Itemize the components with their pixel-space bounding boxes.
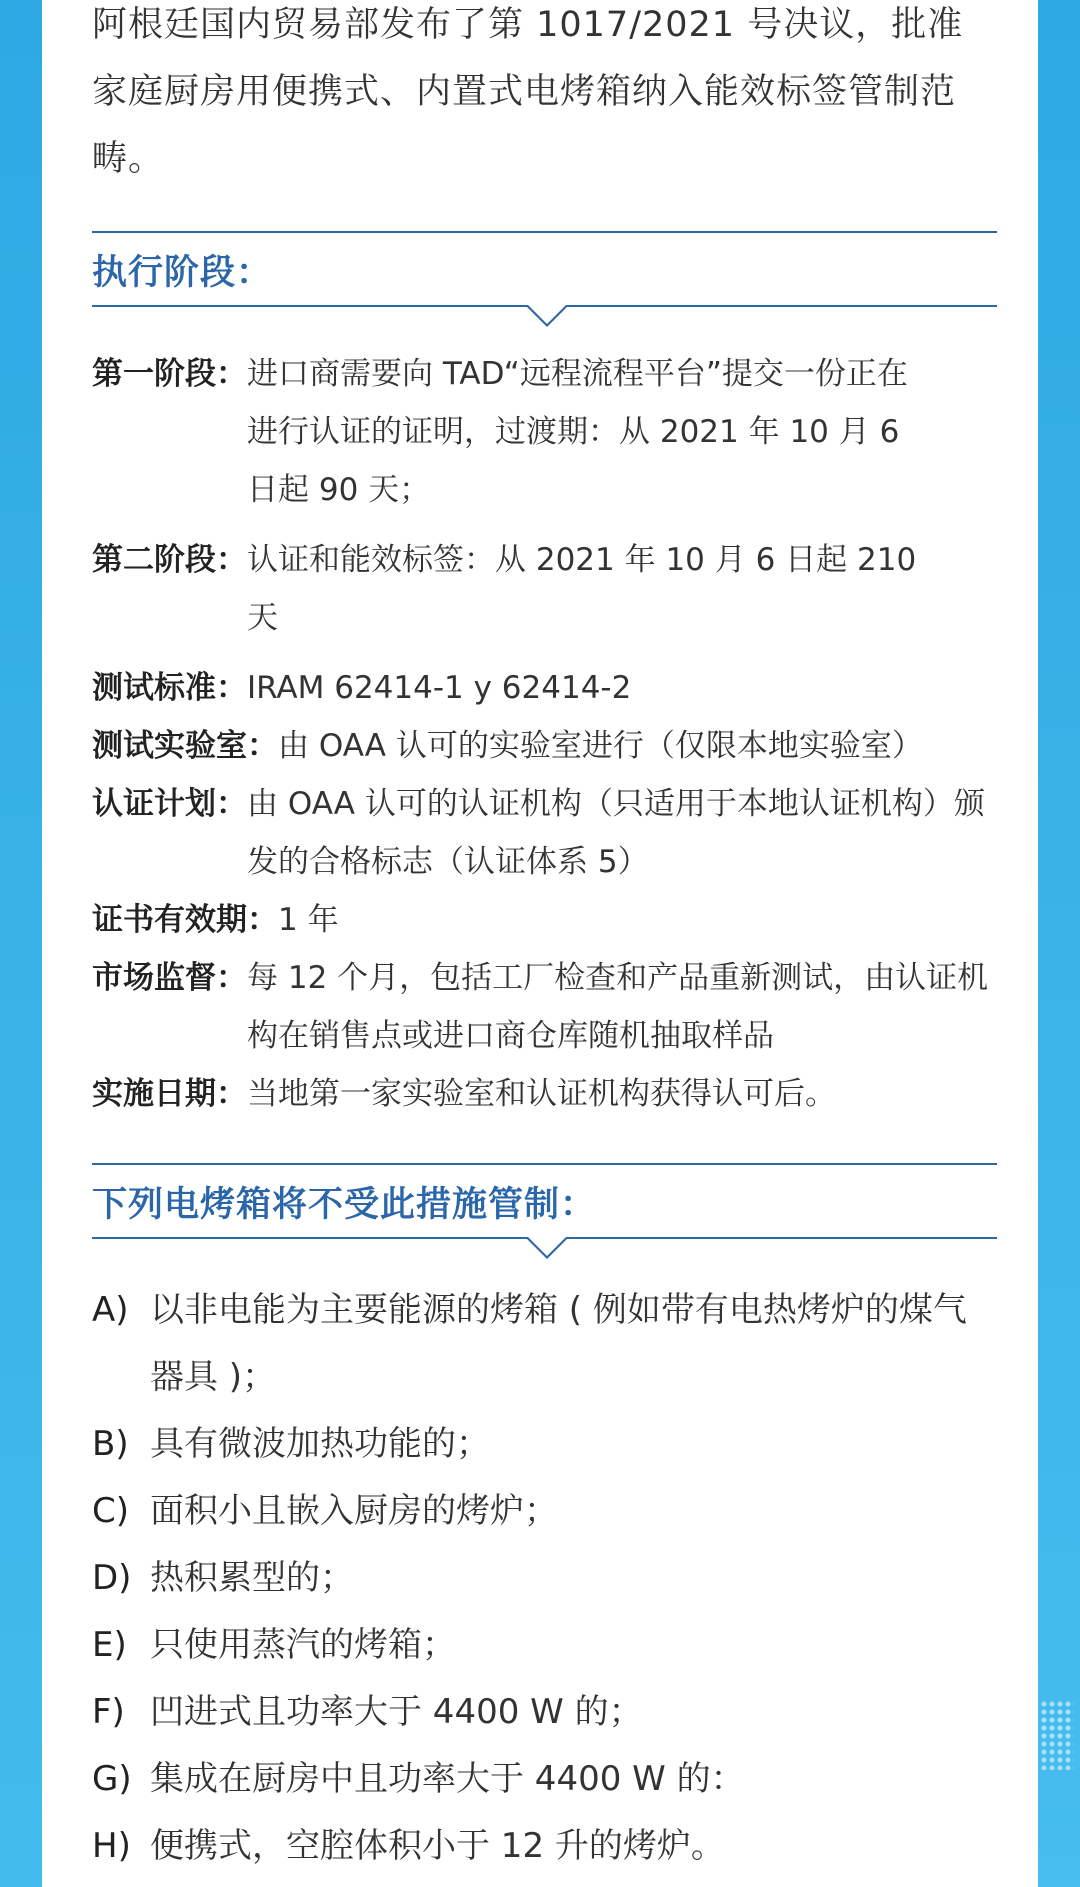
right-blue-border	[1038, 0, 1080, 1887]
section-title-exemptions: 下列电烤箱将不受此措施管制：	[92, 1185, 597, 1225]
detail-key: 证书有效期：	[92, 902, 278, 938]
notch-chevron-inner	[528, 305, 566, 324]
list-item-letter: D)	[92, 1558, 132, 1598]
list-item	[92, 1277, 992, 1411]
list-item-letter: G)	[92, 1759, 132, 1799]
list-item-letter: H)	[92, 1826, 131, 1866]
list-item	[92, 1411, 992, 1478]
exemption-list	[92, 1277, 992, 1880]
list-item	[92, 1478, 992, 1545]
detail-value: 1 年	[278, 902, 339, 938]
list-item-text: 便携式，空腔体积小于 12 升的烤炉。	[150, 1826, 725, 1866]
list-item-text: 凹进式且功率大于 4400 W 的；	[150, 1692, 643, 1732]
section-header-exemptions	[92, 1163, 992, 1241]
list-item-text: 以非电能为主要能源的烤箱 ( 例如带有电热烤炉的煤气器具 )；	[150, 1290, 967, 1397]
detail-row	[92, 949, 992, 1065]
divider-top	[92, 1163, 997, 1165]
detail-key: 实施日期：	[92, 1076, 247, 1112]
detail-value: 进口商需要向 TAD“远程流程平台”提交一份正在进行认证的证明，过渡期：从 2021 年 10 月 6 日起 90 天；	[247, 356, 908, 508]
detail-row	[92, 659, 992, 717]
hexagon-pattern-decoration	[1040, 1700, 1074, 1770]
left-blue-border	[0, 0, 42, 1887]
list-item	[92, 1679, 992, 1746]
detail-row	[92, 531, 992, 647]
list-item	[92, 1545, 992, 1612]
intro-paragraph: 阿根廷国内贸易部发布了第 1017/2021 号决议，批准家庭厨房用便携式、内置式电烤箱纳入能效标签管制范畴。	[92, 5, 964, 179]
list-item-letter: E)	[92, 1625, 127, 1665]
detail-key: 第二阶段：	[92, 542, 247, 578]
list-item	[92, 1813, 992, 1880]
list-item-text: 只使用蒸汽的烤箱；	[150, 1625, 456, 1665]
list-item-letter: B)	[92, 1424, 129, 1464]
detail-row	[92, 891, 992, 949]
detail-row	[92, 345, 992, 519]
detail-value: IRAM 62414-1 y 62414-2	[247, 670, 632, 706]
list-item	[92, 1612, 992, 1679]
list-item-text: 集成在厨房中且功率大于 4400 W 的：	[150, 1759, 745, 1799]
detail-key: 市场监督：	[92, 960, 247, 996]
detail-value: 由 OAA 认可的认证机构（只适用于本地认证机构）颁发的合格标志（认证体系 5）	[247, 786, 985, 880]
document-content	[92, 0, 992, 1880]
detail-key: 认证计划：	[92, 786, 247, 822]
list-item-letter: F)	[92, 1692, 125, 1732]
phase-details-list	[92, 345, 992, 1123]
detail-row	[92, 717, 992, 775]
list-item	[92, 1746, 992, 1813]
divider-top	[92, 231, 997, 233]
detail-row	[92, 775, 992, 891]
detail-value: 每 12 个月，包括工厂检查和产品重新测试，由认证机构在销售点或进口商仓库随机抽取样品	[247, 960, 989, 1054]
list-item-letter: C)	[92, 1491, 130, 1531]
detail-value: 认证和能效标签：从 2021 年 10 月 6 日起 210 天	[247, 542, 917, 636]
detail-row	[92, 1065, 992, 1123]
section-header-phases	[92, 231, 992, 309]
list-item-text: 热积累型的；	[150, 1558, 354, 1598]
detail-key: 测试实验室：	[92, 728, 278, 764]
list-item-letter: A)	[92, 1290, 129, 1330]
detail-key: 第一阶段：	[92, 356, 247, 392]
section-title-phases: 执行阶段：	[92, 253, 273, 293]
detail-value: 由 OAA 认可的实验室进行（仅限本地实验室）	[278, 728, 923, 764]
list-item-text: 面积小且嵌入厨房的烤炉；	[150, 1491, 558, 1531]
list-item-text: 具有微波加热功能的；	[150, 1424, 490, 1464]
detail-key: 测试标准：	[92, 670, 247, 706]
detail-value: 当地第一家实验室和认证机构获得认可后。	[247, 1076, 836, 1112]
document-panel	[42, 0, 1038, 1887]
notch-chevron-inner	[528, 1237, 566, 1256]
